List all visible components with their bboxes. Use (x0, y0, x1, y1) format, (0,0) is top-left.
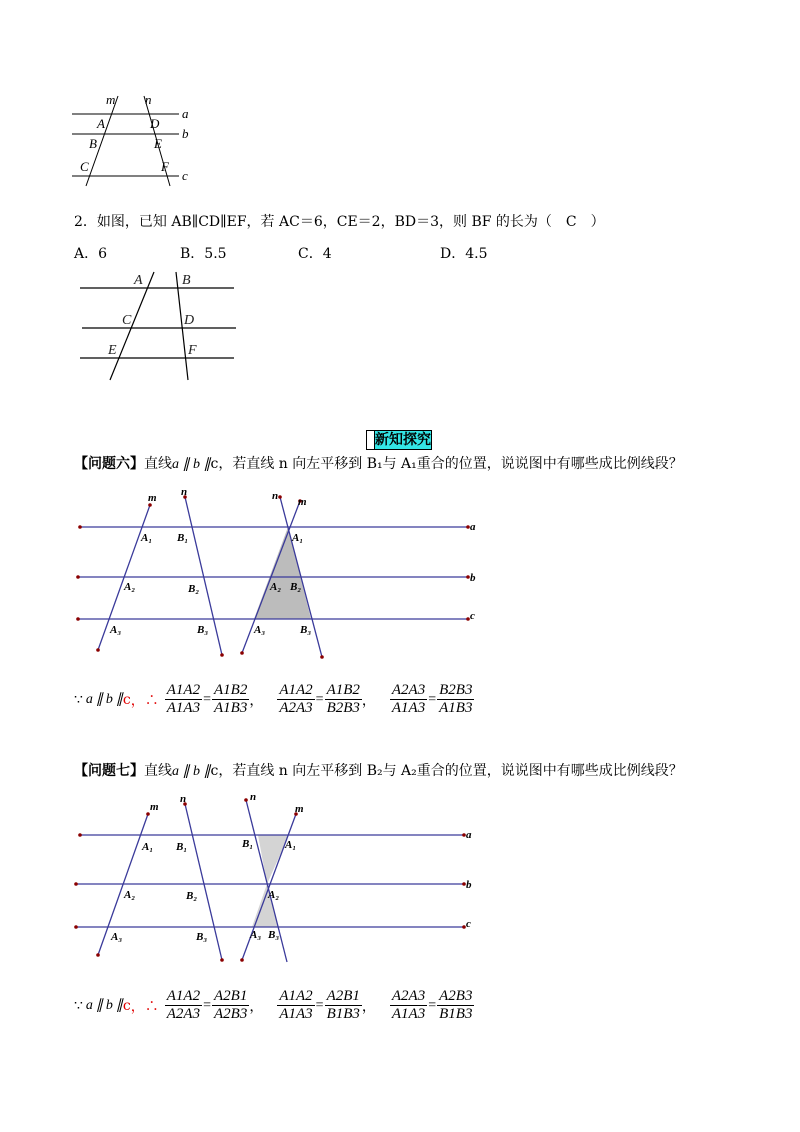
f6-m: m (148, 492, 157, 504)
f7-B3r: B₃ (268, 929, 280, 941)
question-7-prefix: 【问题七】 (74, 763, 144, 779)
parallel-sign: ∥ (115, 692, 123, 707)
therefore-sign: ，∴ (130, 692, 159, 709)
f7-n2: n (250, 791, 257, 803)
label-A: A (97, 116, 105, 131)
parallel-sign: ∥ (95, 692, 103, 707)
question-6-text-2: c，若直线 n 向左平移到 B₁与 A₁重合的位置，说说图中有哪些成比例线段？ (210, 456, 683, 472)
because-sign: ∵ (74, 997, 83, 1014)
question-7-rel: a ∥ b ∥ (172, 764, 211, 779)
var-b: b (105, 997, 113, 1013)
equals-sign: = (428, 997, 437, 1013)
label-F2: F (188, 343, 197, 358)
therefore-sign: ，∴ (130, 998, 159, 1015)
label-m: m (106, 92, 116, 107)
comma: ， (249, 692, 264, 709)
label-b: b (182, 126, 189, 141)
var-c: c (122, 691, 131, 708)
label-F: F (161, 159, 169, 174)
label-c: c (182, 168, 188, 183)
fraction: $\frac{A1B2}{A1B3}$ (214, 682, 248, 716)
parallel-sign: ∥ (95, 998, 103, 1013)
f7-B1: B₁ (176, 841, 188, 853)
fraction: $\frac{A1A2}{A2A3}$ (166, 988, 201, 1022)
section-badge (366, 430, 432, 450)
fraction: $\frac{A2A3}{A1A3}$ (391, 682, 426, 716)
question-7-text-1: 直线 (144, 763, 172, 779)
f7-A3: A₃ (111, 931, 123, 943)
option-a: A．6 (74, 246, 108, 262)
question-6-text-1: 直线 (144, 456, 172, 472)
badge-marker (367, 431, 375, 449)
f7-c: c (466, 918, 471, 930)
parallel-lines-figure-1 (64, 88, 204, 188)
label-D2: D (184, 313, 195, 328)
label-D: D (150, 116, 160, 131)
f7-A3r: A₃ (250, 929, 262, 941)
f6-b: b (470, 572, 476, 584)
label-E: E (154, 136, 162, 151)
comma: ， (249, 998, 264, 1015)
equals-sign: = (315, 691, 324, 707)
label-B: B (89, 136, 97, 151)
f6-A1: A₁ (141, 532, 153, 544)
var-c: c (122, 997, 131, 1014)
f7-B3: B₃ (196, 931, 208, 943)
question-6-text (74, 453, 683, 473)
because-sign: ∵ (74, 691, 83, 708)
label-B2: B (182, 273, 191, 288)
translation-figure-7 (70, 790, 490, 970)
fraction: $\frac{A2B3}{B1B3}$ (439, 988, 473, 1022)
f7-B1r: B₁ (242, 838, 254, 850)
label-C: C (80, 159, 89, 174)
fraction: $\frac{A1B2}{B2B3}$ (326, 682, 360, 716)
f6-A2: A₂ (124, 581, 136, 593)
f6-m2: m (298, 496, 307, 508)
f6-a: a (470, 521, 476, 533)
option-b: B．5.5 (180, 246, 227, 262)
f7-n: n (180, 793, 187, 805)
f7-B2: B₂ (186, 890, 198, 902)
f6-A1r: A₁ (292, 532, 304, 544)
f7-m2: m (295, 803, 304, 815)
fraction: $\frac{A2B1}{A2B3}$ (214, 988, 248, 1022)
question-6-prefix: 【问题六】 (74, 456, 144, 472)
translation-figure-6 (70, 485, 490, 665)
f6-n: n (181, 486, 188, 498)
f6-n2: n (272, 490, 279, 502)
fraction: $\frac{B2B3}{A1B3}$ (439, 682, 473, 716)
formula-7 (74, 988, 474, 1023)
equals-sign: = (315, 997, 324, 1013)
comma: ， (361, 692, 376, 709)
option-c: C．4 (298, 246, 332, 262)
f6-A3r: A₃ (254, 624, 266, 636)
parallel-lines-figure-2 (70, 266, 240, 386)
f7-A1r: A₁ (285, 839, 297, 851)
equals-sign: = (428, 691, 437, 707)
f7-m: m (150, 801, 159, 813)
var-b: b (105, 691, 113, 707)
question-7-text-2: c，若直线 n 向左平移到 B₂与 A₂重合的位置，说说图中有哪些成比例线段？ (210, 763, 683, 779)
f7-A1: A₁ (142, 841, 154, 853)
label-n: n (145, 92, 152, 107)
fraction: $\frac{A1A2}{A1A3}$ (166, 682, 201, 716)
f6-A2r: A₂ (270, 581, 282, 593)
f6-B3r: B₃ (300, 624, 312, 636)
option-d: D．4.5 (440, 246, 488, 262)
f6-B2: B₂ (188, 583, 200, 595)
f7-a: a (466, 829, 472, 841)
equals-sign: = (203, 997, 211, 1013)
section-badge-label: 新知探究 (375, 432, 431, 448)
f6-B3: B₃ (197, 624, 209, 636)
question-7-text (74, 760, 683, 780)
question-2-text: 2．如图，已知 AB∥CD∥EF，若 AC＝6，CE＝2，BD＝3，则 BF 的长为（ C ） (74, 214, 605, 230)
label-C2: C (122, 313, 132, 328)
f6-B1: B₁ (177, 532, 189, 544)
fraction: $\frac{A1A2}{A2A3}$ (279, 682, 313, 716)
label-a: a (182, 106, 189, 121)
f7-A2: A₂ (124, 889, 136, 901)
f7-b: b (466, 879, 472, 891)
var-a: a (85, 691, 93, 707)
fraction: $\frac{A2A3}{A1A3}$ (391, 988, 426, 1022)
f6-B2r: B₂ (290, 581, 302, 593)
f7-A2r: A₂ (268, 889, 280, 901)
comma: ， (361, 998, 376, 1015)
f6-A3: A₃ (110, 624, 122, 636)
var-a: a (85, 997, 93, 1013)
question-6-rel: a ∥ b ∥ (172, 457, 211, 472)
f6-c: c (470, 610, 475, 622)
fraction: $\frac{A2B1}{B1B3}$ (326, 988, 360, 1022)
parallel-sign: ∥ (115, 998, 123, 1013)
label-A2: A (134, 273, 143, 288)
label-E2: E (108, 343, 117, 358)
equals-sign: = (203, 691, 211, 707)
fraction: $\frac{A1A2}{A1A3}$ (279, 988, 313, 1022)
formula-6 (74, 682, 474, 717)
